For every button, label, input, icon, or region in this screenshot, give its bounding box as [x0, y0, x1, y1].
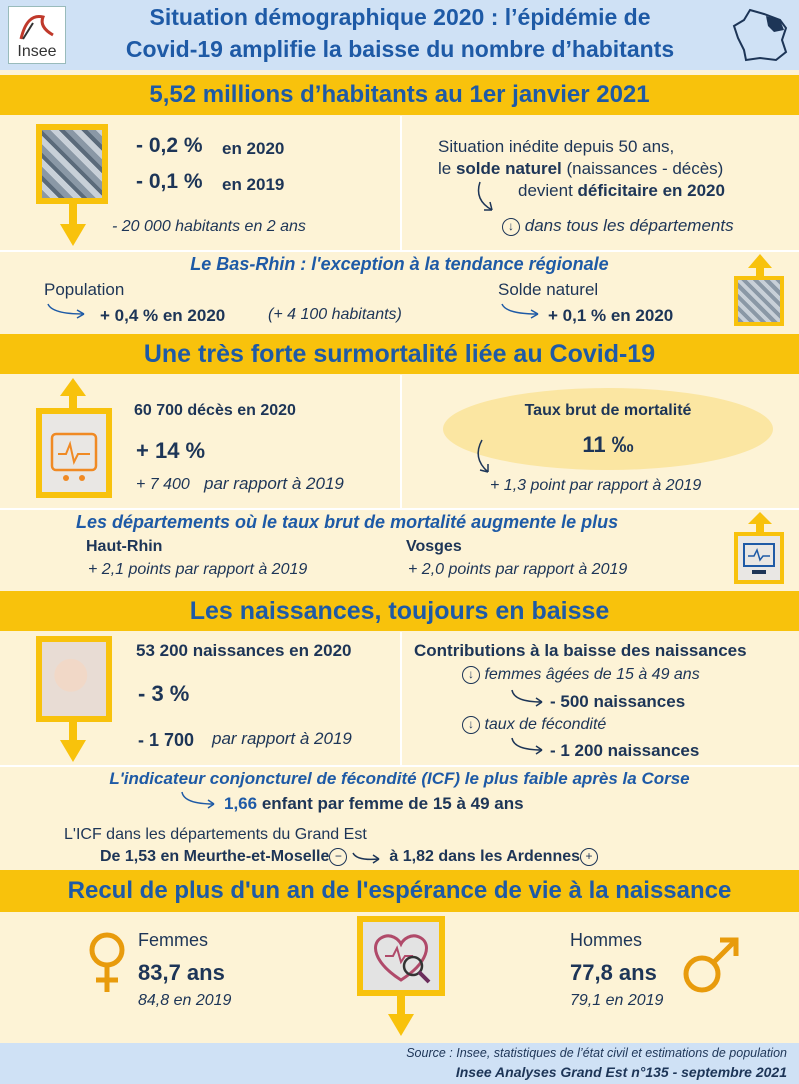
footer-source: Source : Insee, statistiques de l’état civil et estimations de population: [406, 1046, 787, 1060]
natural-balance-value: + 0,1 % en 2020: [548, 306, 674, 325]
departments-line: [502, 216, 734, 236]
text: + 2,0 points: [408, 561, 492, 578]
births-pct: - 3 %: [138, 681, 190, 706]
men-label: Hommes: [570, 930, 643, 950]
divider: [0, 765, 799, 767]
text: par rapport à 2019: [175, 561, 308, 578]
text: dans tous les départements: [524, 216, 734, 235]
heart-monitor-photo: [36, 408, 112, 498]
population-value: + 0,4 % en 2020: [100, 306, 226, 325]
text: le: [438, 159, 456, 178]
mortality-rate-diff: + 1,3 point par rapport à 2019: [490, 477, 702, 494]
deaths-pct: + 14 %: [136, 438, 206, 463]
curved-arrow-icon: [351, 849, 385, 865]
male-symbol-icon: [678, 934, 744, 998]
text-bold: solde naturel: [455, 159, 562, 178]
up-arrow-icon: [60, 378, 86, 410]
vosges-value: [408, 561, 627, 579]
text: (naissances - décès): [561, 159, 724, 178]
contribution-fertility: [462, 716, 606, 734]
down-arrow-icon: [60, 204, 86, 246]
icf-value-line: [224, 794, 524, 814]
crowd-photo-small: [734, 276, 784, 326]
pop-loss: - 20 000 habitants en 2 ans: [112, 218, 306, 235]
natural-balance-line-3: [518, 181, 725, 201]
down-circle-icon: ↓: [462, 716, 480, 734]
minus-circle-icon: −: [329, 848, 347, 866]
text: femmes âgées de 15 à 49 ans: [484, 666, 700, 684]
births-diff: - 1 700: [138, 730, 195, 750]
monitor-photo-small: [734, 532, 784, 584]
deaths-diff-label: par rapport à 2019: [204, 474, 344, 493]
monitor-icon: [738, 536, 780, 580]
haut-rhin-name: Haut-Rhin: [86, 538, 163, 555]
curved-arrow-icon: [470, 180, 500, 220]
births-diff-label: par rapport à 2019: [212, 729, 352, 748]
haut-rhin-value: [88, 561, 307, 579]
section-mortality-band: [0, 334, 799, 374]
women-life-expectancy: 83,7 ans: [138, 960, 225, 985]
pop-change-2019: - 0,1 %: [136, 170, 203, 193]
icf-max: à 1,82 dans les Ardennes: [389, 848, 581, 866]
section-births-title: Les naissances, toujours en baisse: [189, 596, 610, 625]
down-circle-icon: ↓: [502, 218, 520, 236]
text-bold: déficitaire en 2020: [577, 181, 725, 200]
section-population-title: 5,52 millions d’habitants au 1er janvier 2021: [149, 81, 650, 108]
departments-subtitle: Les départements où le taux brut de mortalité augmente le plus: [76, 512, 619, 532]
contributions-title: Contributions à la baisse des naissances: [414, 641, 747, 660]
page-title-line-2: Covid-19 amplifie la baisse du nombre d’habitants: [125, 36, 675, 62]
france-map-icon: [730, 6, 792, 64]
icf-value: 1,66: [224, 794, 258, 813]
curved-arrow-icon: [510, 688, 548, 710]
vosges-name: Vosges: [406, 538, 462, 555]
section-population-band: [0, 75, 799, 115]
icf-min: De 1,53 en Meurthe-et-Moselle: [100, 848, 330, 866]
down-arrow-icon: [388, 996, 414, 1036]
section-life-expectancy-band: [0, 870, 799, 912]
down-circle-icon: ↓: [462, 666, 480, 684]
text: devient: [518, 181, 578, 200]
icf-range: [100, 848, 598, 866]
text: + 2,1 points: [88, 561, 172, 578]
footer-reference: Insee Analyses Grand Est n°135 - septembre 2021: [455, 1064, 787, 1080]
men-2019: 79,1 en 2019: [570, 992, 664, 1009]
divider: [400, 375, 402, 508]
women-label: Femmes: [138, 930, 209, 950]
icf-subtitle: L'indicateur conjoncturel de fécondité (ICF) le plus faible après la Corse: [109, 769, 690, 788]
divider: [0, 508, 799, 510]
pop-change-2020: - 0,2 %: [136, 134, 203, 157]
section-mortality-title: Une très forte surmortalité liée au Covid-19: [143, 339, 656, 368]
up-arrow-icon: [748, 512, 772, 534]
crowd-photo: [36, 124, 108, 204]
population-extra: (+ 4 100 habitants): [268, 306, 402, 323]
down-arrow-icon: [60, 722, 86, 762]
icf-departments-label: L'ICF dans les départements du Grand Est: [64, 826, 367, 843]
natural-balance-line-1: Situation inédite depuis 50 ans,: [438, 137, 675, 156]
bas-rhin-subtitle: Le Bas-Rhin : l'exception à la tendance régionale: [190, 254, 609, 274]
contribution-women-value: - 500 naissances: [550, 692, 686, 711]
curved-arrow-icon: [510, 736, 548, 758]
divider: [0, 250, 799, 252]
natural-balance-label: Solde naturel: [498, 280, 599, 299]
icf-unit: enfant par femme de 15 à 49 ans: [261, 794, 524, 813]
logo-text: Insee: [17, 43, 57, 60]
page-title-line-1: Situation démographique 2020 : l’épidémie de: [149, 4, 651, 30]
baby-photo: [36, 636, 112, 722]
natural-balance-line-2: [438, 159, 723, 179]
pop-change-2020-label: en 2020: [222, 139, 285, 158]
text: taux de fécondité: [484, 716, 607, 734]
mortality-rate-label: Taux brut de mortalité: [524, 402, 692, 419]
deaths-diff: + 7 400: [136, 476, 190, 493]
divider: [400, 632, 402, 765]
women-2019: 84,8 en 2019: [138, 992, 232, 1009]
text: par rapport à 2019: [495, 561, 628, 578]
men-life-expectancy: 77,8 ans: [570, 960, 657, 985]
contribution-women: [462, 666, 700, 684]
plus-circle-icon: +: [580, 848, 598, 866]
births-count: 53 200 naissances en 2020: [136, 641, 352, 660]
curved-arrow-icon: [44, 300, 90, 322]
section-births-band: [0, 591, 799, 631]
heart-photo: [357, 916, 445, 996]
insee-logo: [8, 6, 66, 64]
divider: [400, 116, 402, 250]
pop-change-2019-label: en 2019: [222, 175, 285, 194]
population-label: Population: [44, 280, 125, 299]
deaths-count: 60 700 décès en 2020: [134, 402, 296, 419]
section-life-expectancy-title: Recul de plus d'un an de l'espérance de vie à la naissance: [67, 877, 732, 904]
logo-mark-icon: [9, 9, 65, 43]
curved-arrow-icon: [498, 300, 544, 322]
curved-arrow-icon: [180, 790, 220, 812]
female-symbol-icon: [84, 930, 130, 994]
ecg-monitor-icon: [42, 414, 106, 492]
curved-arrow-icon: [470, 438, 500, 478]
heart-magnifier-icon: [363, 922, 439, 990]
mortality-rate-value: 11 ‰: [582, 432, 634, 457]
contribution-fertility-value: - 1 200 naissances: [550, 741, 700, 760]
